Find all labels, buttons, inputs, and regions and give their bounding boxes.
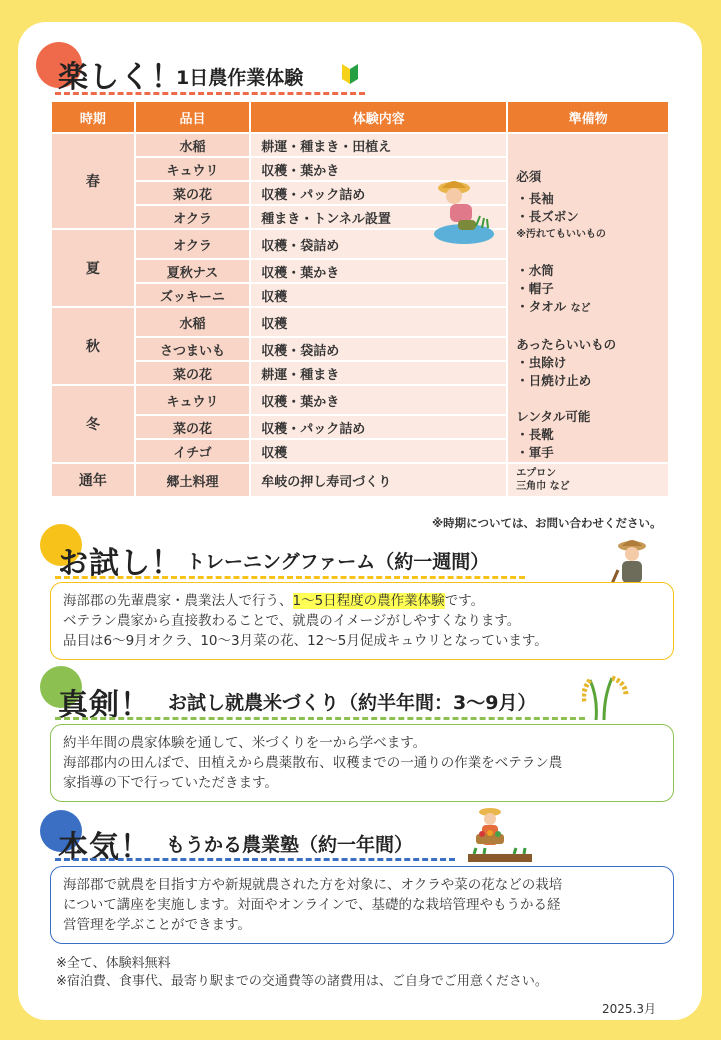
prep-nice-title: あったらいいもの	[516, 337, 617, 352]
season-spring: 春	[51, 133, 135, 229]
item-cell: 夏秋ナス	[135, 259, 251, 283]
section4-line1: 海部郡で就農を目指す方や新規就農された方を対象に、オクラや菜の花などの栽培	[63, 877, 563, 893]
section3-description-box	[50, 724, 674, 802]
prep-item: ・帽子	[516, 281, 554, 296]
prep-item: エプロン	[516, 468, 557, 479]
item-cell: キュウリ	[135, 385, 251, 415]
table-header-row	[51, 101, 669, 133]
work-cell: 牟岐の押し寿司づくり	[250, 463, 507, 497]
section1-underline	[55, 92, 365, 95]
work-cell: 収穫・葉かき	[250, 259, 507, 283]
item-cell: 菜の花	[135, 415, 251, 439]
work-cell: 収穫	[250, 439, 507, 463]
item-cell: 菜の花	[135, 361, 251, 385]
prep-item: 三角巾 など	[516, 481, 570, 492]
work-cell: 耕運・種まき	[250, 361, 507, 385]
season-summer: 夏	[51, 229, 135, 307]
section3-line1: 約半年間の農家体験を通して、米づくりを一から学べます。	[63, 735, 427, 751]
table-header-preparation: 準備物	[507, 101, 669, 133]
work-cell: 収穫・袋詰め	[250, 229, 507, 259]
section2-subtitle: トレーニングファーム（約一週間）	[186, 551, 490, 573]
item-cell: オクラ	[135, 229, 251, 259]
section1-badge: 楽しく！	[58, 60, 182, 95]
prep-item: ・長靴	[516, 427, 554, 442]
item-cell: 菜の花	[135, 181, 251, 205]
table-header-period: 時期	[51, 101, 135, 133]
section2-description-box	[50, 582, 674, 660]
table-footnote: ※時期については、お問い合わせください。	[432, 516, 662, 530]
work-cell: 収穫・パック詰め	[250, 181, 507, 205]
footer-note-free: ※全て、体験料無料	[56, 956, 171, 971]
section4-line3: 営管理を学ぶことができます。	[63, 917, 251, 933]
section4-subtitle: もうかる農業塾（約一年間）	[166, 834, 414, 856]
section3-underline	[55, 717, 585, 720]
section4-badge: 本気！	[58, 830, 151, 865]
footer-date: 2025.3月	[602, 1002, 656, 1016]
section4-description-box	[50, 866, 674, 944]
prep-item: ・長ズボン	[516, 209, 579, 224]
prep-item: ・タオル	[516, 299, 567, 314]
beginner-leaf-mark-icon	[340, 62, 360, 86]
prep-item: ・軍手	[516, 445, 554, 460]
work-cell: 収穫	[250, 307, 507, 337]
prep-items-suffix: など	[570, 303, 591, 314]
section2-text: です。	[444, 593, 485, 609]
section3-subtitle: お試し就農米づくり（約半年間：3～9月）	[168, 692, 537, 714]
section3-line3: 家指導の下で行っていただきます。	[63, 775, 278, 791]
prep-item: ・虫除け	[516, 355, 567, 370]
item-cell: さつまいも	[135, 337, 251, 361]
section3-line2: 海部郡内の田んぼで、田植えから農薬散布、収穫までの一通りの作業をベテラン農	[63, 755, 563, 771]
farmer-planting-illustration	[428, 176, 500, 246]
item-cell: イチゴ	[135, 439, 251, 463]
season-year-round: 通年	[51, 463, 135, 497]
section4-underline	[55, 858, 455, 861]
work-cell: 種まき・トンネル設置	[250, 205, 507, 229]
rice-plant-icon	[582, 672, 632, 720]
section2-highlight: 1～5日程度の農作業体験	[292, 593, 445, 609]
farmer-with-vegetables-illustration	[468, 804, 532, 864]
table-row	[51, 133, 669, 157]
work-cell: 収穫・パック詰め	[250, 415, 507, 439]
work-cell: 収穫	[250, 283, 507, 307]
experience-table	[50, 100, 670, 498]
table-header-content: 体験内容	[250, 101, 507, 133]
prep-item: ・日焼け止め	[516, 373, 592, 388]
preparation-cell	[507, 133, 669, 463]
section3-badge: 真剣！	[58, 688, 151, 723]
table-header-item: 品目	[135, 101, 251, 133]
section1-subtitle: 1日農作業体験	[176, 67, 304, 89]
section2-badge: お試し！	[58, 546, 182, 581]
prep-required-title: 必須	[516, 169, 542, 184]
section2-text: 海部郡の先輩農家・農業法人で行う、	[63, 593, 293, 609]
prep-item: ・長袖	[516, 191, 554, 206]
item-cell: ズッキーニ	[135, 283, 251, 307]
work-cell: 収穫・葉かき	[250, 157, 507, 181]
table-row	[51, 463, 669, 497]
work-cell: 耕運・種まき・田植え	[250, 133, 507, 157]
prep-required-note: ※汚れてもいいもの	[516, 229, 606, 240]
section2-line3: 品目は6～9月オクラ、10～3月菜の花、12～5月促成キュウリとなっています。	[63, 633, 548, 649]
item-cell: オクラ	[135, 205, 251, 229]
preparation-year-round	[507, 463, 669, 497]
item-cell: 水稲	[135, 307, 251, 337]
section2-line1	[63, 591, 661, 611]
footer-note-costs: ※宿泊費、食事代、最寄り駅までの交通費等の諸費用は、ご自身でご用意ください。	[56, 974, 548, 989]
item-cell: 郷土料理	[135, 463, 251, 497]
season-winter: 冬	[51, 385, 135, 463]
section2-underline	[55, 576, 525, 579]
item-cell: キュウリ	[135, 157, 251, 181]
section2-line2: ベテラン農家から直接教わることで、就農のイメージがしやすくなります。	[63, 613, 521, 629]
prep-item: ・水筒	[516, 263, 554, 278]
work-cell: 収穫・葉かき	[250, 385, 507, 415]
item-cell: 水稲	[135, 133, 251, 157]
season-autumn: 秋	[51, 307, 135, 385]
section4-line2: について講座を実施します。対面やオンラインで、基礎的な栽培管理やもうかる経	[63, 897, 561, 913]
prep-rental-title: レンタル可能	[516, 409, 591, 424]
work-cell: 収穫・袋詰め	[250, 337, 507, 361]
